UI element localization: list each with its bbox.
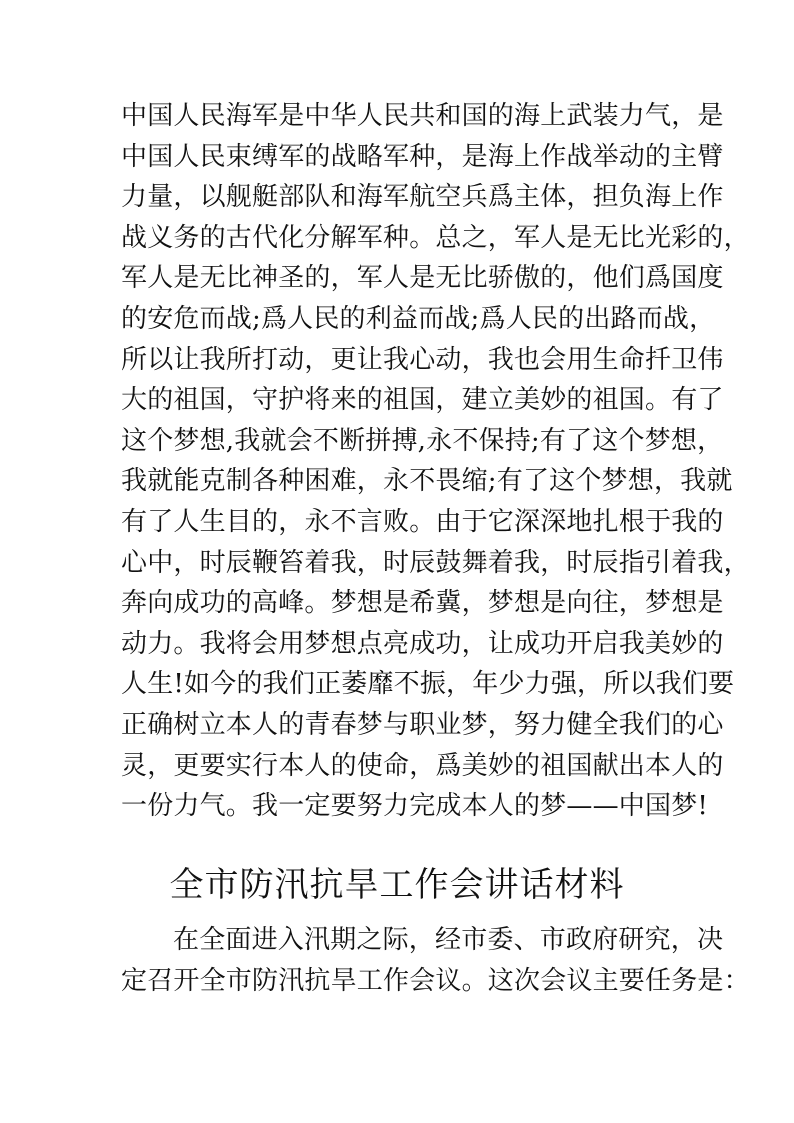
body-line: 这个梦想,我就会不断拼搏,永不保持;有了这个梦想，: [121, 425, 724, 456]
section-line: 定召开全市防汛抗旱工作会议。这次会议主要任务是：: [121, 965, 750, 996]
body-line: 正确树立本人的青春梦与职业梦，努力健全我们的心: [121, 709, 724, 740]
section-paragraph: [121, 920, 750, 1001]
body-line: 大的祖国，守护将来的祖国，建立美妙的祖国。有了: [121, 385, 724, 416]
body-line: 的安危而战;爲人民的利益而战;爲人民的出路而战，: [121, 303, 716, 334]
body-line: 人生!如今的我们正萎靡不振，年少力强，所以我们要: [121, 669, 735, 700]
body-line: 心中，时辰鞭笞着我，时辰鼓舞着我，时辰指引着我，: [121, 547, 750, 578]
body-line: 战义务的古代化分解军种。总之，军人是无比光彩的，: [121, 222, 750, 253]
body-line: 中国人民束缚军的战略军种，是海上作战举动的主臂: [121, 141, 724, 172]
body-line: 我就能克制各种困难，永不畏缩;有了这个梦想，我就: [121, 466, 733, 497]
body-line: 奔向成功的高峰。梦想是希冀，梦想是向往，梦想是: [121, 588, 724, 619]
body-line: 一份力气。我一定要努力完成本人的梦——中国梦!: [121, 791, 709, 822]
body-line: 动力。我将会用梦想点亮成功，让成功开启我美妙的: [121, 628, 724, 659]
body-paragraph: [121, 96, 750, 827]
body-line: 中国人民海军是中华人民共和国的海上武装力气，是: [121, 101, 724, 131]
body-line: 灵，更要实行本人的使命，爲美妙的祖国献出本人的: [121, 750, 724, 781]
section-title: 全市防汛抗旱工作会讲话材料: [169, 865, 625, 905]
body-line: 所以让我所打动，更让我心动，我也会用生命扦卫伟: [121, 344, 724, 375]
body-line: 力量，以舰艇部队和海军航空兵爲主体，担负海上作: [121, 182, 724, 213]
section-line: 在全面进入汛期之际，经市委、市政府研究，决: [173, 925, 724, 955]
body-line: 军人是无比神圣的，军人是无比骄傲的，他们爲国度: [121, 263, 724, 294]
body-line: 有了人生目的，永不言败。由于它深深地扎根于我的: [121, 506, 724, 537]
